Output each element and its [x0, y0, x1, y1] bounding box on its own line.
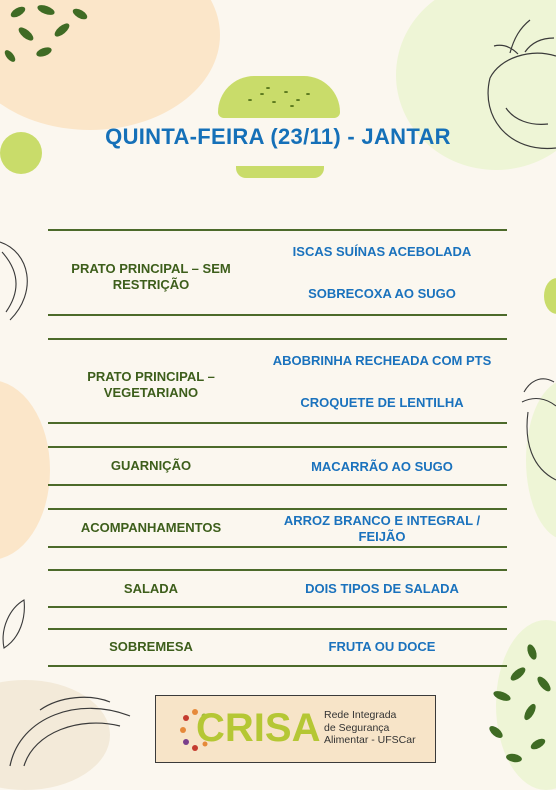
menu-label-accompaniments: ACOMPANHAMENTOS [80, 520, 222, 535]
leaves-bottom-icon [478, 640, 556, 768]
leaves-icon [0, 0, 110, 70]
menu-label-side-dish: GUARNIÇÃO [110, 458, 192, 473]
small-leaf-icon [0, 598, 30, 652]
menu-value: ABOBRINHA RECHEADA COM PTS [272, 353, 492, 368]
table-divider [48, 229, 507, 231]
table-divider [48, 446, 507, 448]
decor-dot-right [544, 278, 556, 314]
decor-blob-left [0, 380, 50, 560]
burger-bun-bottom [236, 166, 324, 178]
menu-value: MACARRÃO AO SUGO [311, 459, 453, 474]
logo-subtitle-line: Alimentar - UFSCar [324, 734, 416, 746]
menu-value: FRUTA OU DOCE [328, 639, 436, 654]
table-divider [48, 665, 507, 667]
menu-value: DOIS TIPOS DE SALADA [305, 581, 459, 596]
vegetable-outline-icon [518, 372, 556, 482]
table-divider [48, 314, 507, 316]
taco-icon [0, 686, 150, 768]
logo-subtitle-line: de Segurança [324, 721, 390, 734]
sesame-seeds [240, 84, 320, 112]
table-divider [48, 484, 507, 486]
menu-value: SOBRECOXA AO SUGO [308, 286, 456, 301]
table-divider [48, 422, 507, 424]
table-divider [48, 628, 507, 630]
table-divider [48, 569, 507, 571]
logo-subtitle-line: Rede Integrada [324, 709, 397, 721]
table-divider [48, 338, 507, 340]
menu-value: ARROZ BRANCO E INTEGRAL / FEIJÃO [283, 513, 481, 544]
menu-value: ISCAS SUÍNAS ACEBOLADA [292, 244, 472, 259]
crisa-logo [155, 695, 436, 763]
logo-name: CRISA [196, 706, 321, 750]
menu-label-dessert: SOBREMESA [109, 639, 193, 654]
table-divider [48, 606, 507, 608]
menu-label-main-dish: PRATO PRINCIPAL – SEM RESTRIÇÃO [71, 261, 231, 292]
menu-label-salad: SALADA [123, 581, 179, 596]
table-divider [48, 546, 507, 548]
logo-subtitle [324, 709, 416, 747]
leaf-outline-icon [0, 232, 40, 322]
table-divider [48, 508, 507, 510]
menu-label-vegetarian: PRATO PRINCIPAL – VEGETARIANO [87, 369, 215, 400]
menu-value: CROQUETE DE LENTILHA [300, 395, 464, 410]
page-title: QUINTA-FEIRA (23/11) - JANTAR [105, 124, 451, 149]
